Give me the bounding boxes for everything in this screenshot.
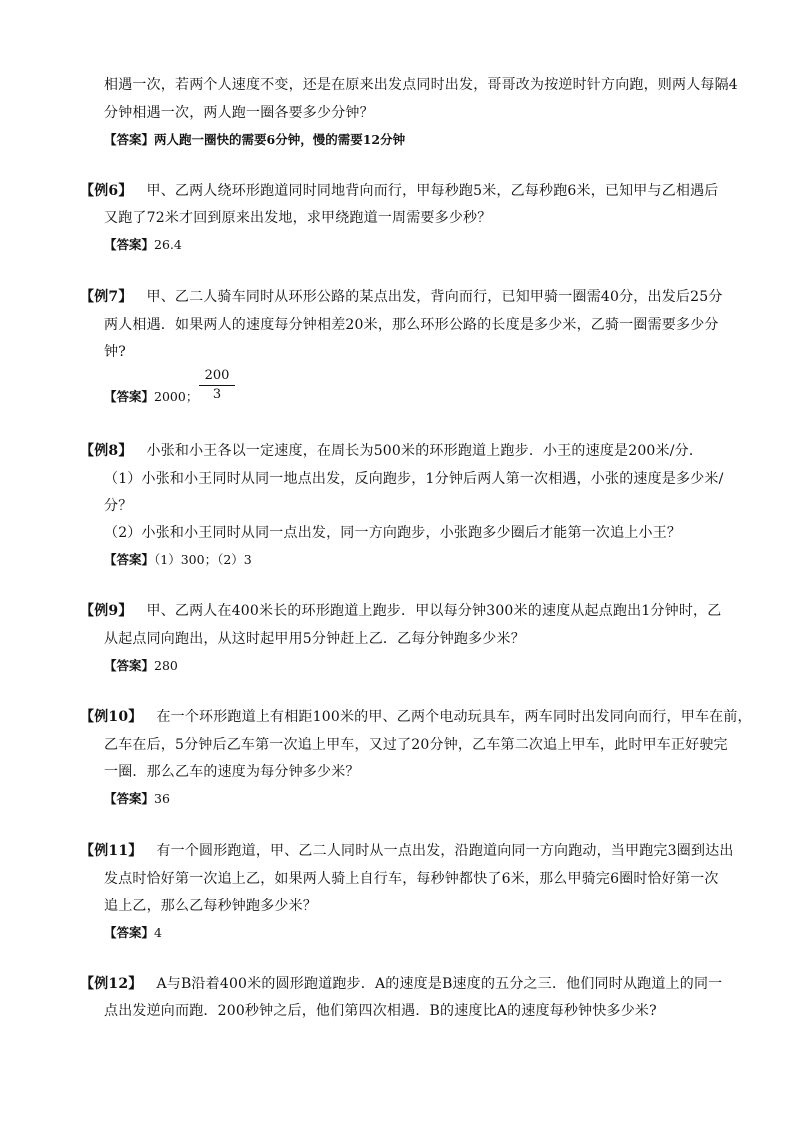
- answer-label: 【答案】: [104, 658, 155, 673]
- example-8-answer: [104, 551, 252, 569]
- answer-value: 2000；: [154, 389, 199, 404]
- fraction-bar: [199, 385, 235, 386]
- answer-value: 36: [154, 791, 170, 806]
- example-6-line-1: [80, 181, 719, 201]
- example-7-line-3: 钟?: [104, 344, 126, 360]
- example-8-label: 【例8】: [80, 443, 133, 459]
- example-7-line-2: 两人相遇．如果两人的速度每分钟相差20米，那么环形公路的长度是多少米，乙骑一圈需要多少分: [104, 317, 719, 333]
- example-6-answer: [104, 236, 182, 254]
- example-11-text-1: 有一个圆形跑道，甲、乙二人同时从一点出发，沿跑道向同一方向跑动，当甲跑完3圈到达出: [156, 843, 734, 859]
- fraction-denominator: 3: [212, 387, 222, 402]
- answer-value: 4: [154, 925, 162, 940]
- example-11-line-1: [80, 841, 734, 861]
- example-11-label: 【例11】: [80, 843, 143, 859]
- example-8-line-2: （1）小张和小王同时从同一地点出发，反向跑步，1分钟后两人第一次相遇，小张的速度是多少米/: [104, 471, 724, 487]
- example-12-line-1: [80, 974, 722, 994]
- example-8-line-3: 分？: [104, 498, 133, 514]
- answer-label: 【答案】: [104, 925, 155, 940]
- example-11-line-3: 追上乙，那么乙每秒钟跑多少米？: [104, 898, 317, 914]
- example-12-line-2: 点出发逆向而跑．200秒钟之后，他们第四次相遇．B的速度比A的速度每秒钟快多少米?: [104, 1003, 657, 1019]
- example-6-text-1: 甲、乙两人绕环形跑道同时同地背向而行，甲每秒跑5米，乙每秒跑6米，已知甲与乙相遇后: [146, 183, 719, 199]
- example-10-label: 【例10】: [80, 709, 143, 725]
- example-9-label: 【例9】: [80, 603, 133, 619]
- answer-value: 280: [154, 658, 178, 673]
- example-10-text-1: 在一个环形跑道上有相距100米的甲、乙两个电动玩具车，两车同时出发同向而行，甲车在前，: [156, 709, 752, 725]
- example-9-text-1: 甲、乙两人在400米长的环形跑道上跑步．甲以每分钟300米的速度从起点跑出1分钟时，乙: [146, 603, 722, 619]
- example-12-label: 【例12】: [80, 976, 143, 992]
- fraction-numerator: 200: [204, 368, 230, 383]
- answer-label: 【答案】: [104, 389, 155, 404]
- example-9-line-2: 从起点同向跑出，从这时起甲用5分钟赶上乙．乙每分钟跑多少米？: [104, 631, 525, 647]
- example-9-answer: [104, 657, 178, 675]
- example-6-line-2: 又跑了72米才回到原来出发地，求甲绕跑道一周需要多少秒？: [104, 210, 492, 226]
- example-7-label: 【例7】: [80, 289, 133, 305]
- answer-value: 26.4: [154, 237, 182, 252]
- intro-line-2: 分钟相遇一次，两人跑一圈各要多少分钟？: [104, 105, 374, 121]
- example-7-line-1: [80, 287, 723, 307]
- example-12-text-1: A与B沿着400米的圆形跑道跑步．A的速度是B速度的五分之三．他们同时从跑道上的同一: [156, 976, 723, 992]
- intro-line-1: 相遇一次，若两个人速度不变，还是在原来出发点同时出发，哥哥改为按逆时针方向跑，则两人每隔4: [104, 77, 738, 93]
- answer-label: 【答案】: [104, 132, 155, 147]
- answer-label: 【答案】: [104, 237, 155, 252]
- answer-value: 两人跑一圈快的需要6分钟，慢的需要12分钟: [154, 132, 406, 147]
- example-10-line-1: [80, 707, 752, 727]
- example-8-text-1: 小张和小王各以一定速度，在周长为500米的环形跑道上跑步．小王的速度是200米/分．: [146, 443, 704, 459]
- example-8-line-1: [80, 441, 703, 461]
- example-10-line-3: 一圈．那么乙车的速度为每分钟多少米？: [104, 764, 360, 780]
- answer-label: 【答案】: [104, 552, 155, 567]
- example-10-answer: [104, 790, 170, 808]
- example-7-answer: [104, 388, 198, 406]
- answer-value: （1）300；（2）3: [154, 552, 252, 567]
- answer-label: 【答案】: [104, 791, 155, 806]
- example-9-line-1: [80, 601, 721, 621]
- intro-answer: [104, 131, 405, 149]
- example-7-answer-fraction: [199, 368, 235, 403]
- example-7-text-1: 甲、乙二人骑车同时从环形公路的某点出发，背向而行，已知甲骑一圈需40分，出发后25分: [146, 289, 723, 305]
- example-11-line-2: 发点时恰好第一次追上乙，如果两人骑上自行车，每秒钟都快了6米，那么甲骑完6圈时恰好第一次: [104, 871, 719, 887]
- example-10-line-2: 乙车在后，5分钟后乙车第一次追上甲车，又过了20分钟，乙车第二次追上甲车，此时甲车正好驶完: [104, 737, 728, 753]
- example-8-line-4: （2）小张和小王同时从同一点出发，同一方向跑步，小张跑多少圈后才能第一次追上小王？: [104, 525, 682, 541]
- example-11-answer: [104, 924, 162, 942]
- example-6-label: 【例6】: [80, 183, 133, 199]
